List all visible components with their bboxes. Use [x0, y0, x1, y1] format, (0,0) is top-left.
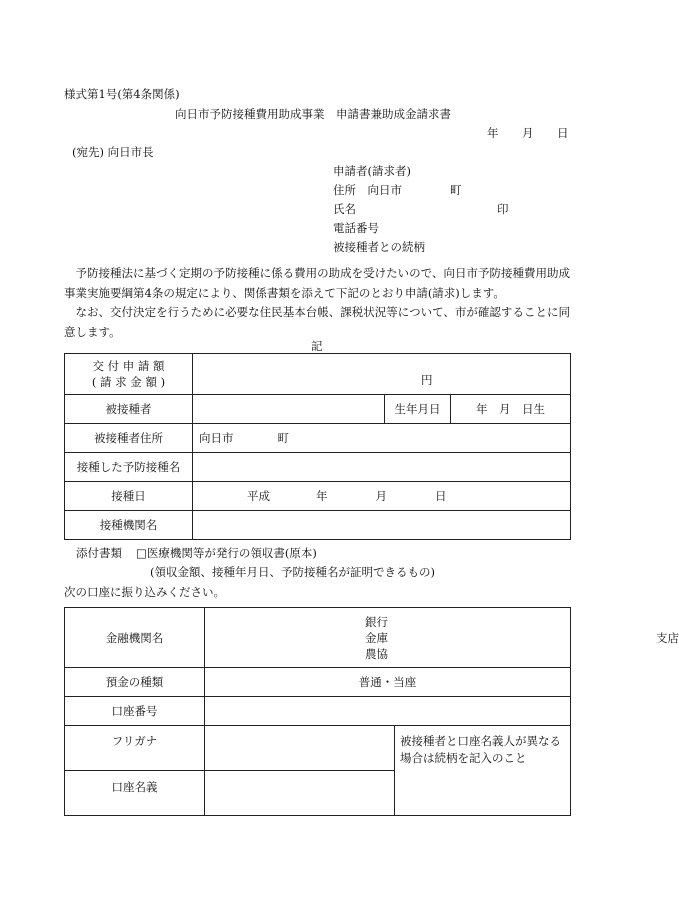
amount-label-line2: ( 請 求 金 額 ) — [91, 375, 166, 389]
body-paragraph-2: なお、交付決定を行うために必要な住民基本台帳、課税状況等について、市が確認することに同意します。 — [64, 305, 570, 339]
facility-field[interactable] — [193, 511, 571, 540]
deposit-type-field[interactable]: 普通・当座 — [205, 668, 571, 697]
bank-name-label: 金融機関名 — [65, 608, 205, 668]
vaccination-date-field[interactable] — [193, 482, 571, 511]
form-number: 様式第1号(第4条関係) — [64, 87, 180, 101]
body-paragraph-1: 予防接種法に基づく定期の予防接種に係る費用の助成を受けたいので、向日市予防接種費用助成事業実施要綱第4条の規定により、関係書類を添えて下記のとおり申請(請求)します。 — [64, 266, 570, 300]
applicant-address-label: 住所 向日市 — [333, 183, 402, 197]
branch-label: 支店 — [656, 631, 679, 645]
date-year: 年 — [316, 489, 328, 503]
seal-mark: 印 — [497, 202, 509, 216]
applicant-name-label: 氏名 — [333, 202, 356, 216]
vaccine-name-label: 接種した予防接種名 — [65, 453, 193, 482]
date-day-label: 日 — [557, 126, 569, 140]
recipient-address-label: 被接種者住所 — [65, 424, 193, 453]
bank-type-credit: 金庫 — [365, 631, 388, 645]
form-title: 向日市予防接種費用助成事業 申請書兼助成金請求書 — [175, 107, 451, 121]
recipient-address-field[interactable] — [193, 424, 571, 453]
bank-type-agri: 農協 — [365, 647, 388, 661]
account-holder-field[interactable] — [205, 771, 395, 816]
attachment-label: 添付書類 — [76, 546, 122, 560]
furigana-field[interactable] — [205, 726, 395, 771]
attachment-item: □医療機関等が発行の領収書(原本) — [136, 546, 317, 560]
deposit-type-label: 預金の種類 — [65, 668, 205, 697]
addressee: (宛先) 向日市長 — [72, 145, 154, 159]
account-holder-label: 口座名義 — [65, 771, 205, 816]
amount-label-line1: 交 付 申 請 額 — [92, 359, 165, 373]
address-town: 町 — [277, 431, 289, 445]
applicant-phone-label: 電話番号 — [333, 221, 379, 235]
date-month: 月 — [375, 489, 387, 503]
vaccination-date-label: 接種日 — [65, 482, 193, 511]
holder-relation-note: 被接種者と口座名義人が異なる場合は続柄を記入のこと — [395, 726, 571, 816]
address-city: 向日市 — [199, 431, 234, 445]
recipient-label: 被接種者 — [65, 395, 193, 424]
vaccine-name-field[interactable] — [193, 453, 571, 482]
yen-label: 円 — [421, 373, 433, 387]
date-year-label: 年 — [487, 126, 499, 140]
applicant-heading: 申請者(請求者) — [333, 164, 411, 178]
amount-input-cell[interactable] — [193, 354, 571, 395]
account-number-field[interactable] — [205, 697, 571, 726]
birth-date-field[interactable]: 年 月 日生 — [451, 395, 571, 424]
applicant-relation-label: 被接種者との続柄 — [333, 240, 425, 254]
birth-date-label: 生年月日 — [385, 395, 451, 424]
bank-type-bank: 銀行 — [365, 615, 388, 629]
transfer-instruction: 次の口座に振り込みください。 — [64, 585, 225, 599]
recipient-name-field[interactable] — [193, 395, 385, 424]
furigana-label: フリガナ — [65, 726, 205, 771]
account-number-label: 口座番号 — [65, 697, 205, 726]
date-month-label: 月 — [522, 126, 534, 140]
applicant-address-town: 町 — [450, 183, 462, 197]
attachment-note: (領収金額、接種年月日、予防接種名が証明できるもの) — [150, 565, 435, 579]
application-table — [64, 353, 571, 540]
era-label: 平成 — [247, 489, 270, 503]
bank-type-list — [365, 614, 388, 662]
amount-label-cell — [65, 354, 193, 395]
ki-label: 記 — [311, 339, 323, 353]
bank-name-field[interactable] — [205, 608, 679, 668]
bank-account-table — [64, 607, 679, 816]
facility-label: 接種機関名 — [65, 511, 193, 540]
date-day: 日 — [435, 489, 447, 503]
